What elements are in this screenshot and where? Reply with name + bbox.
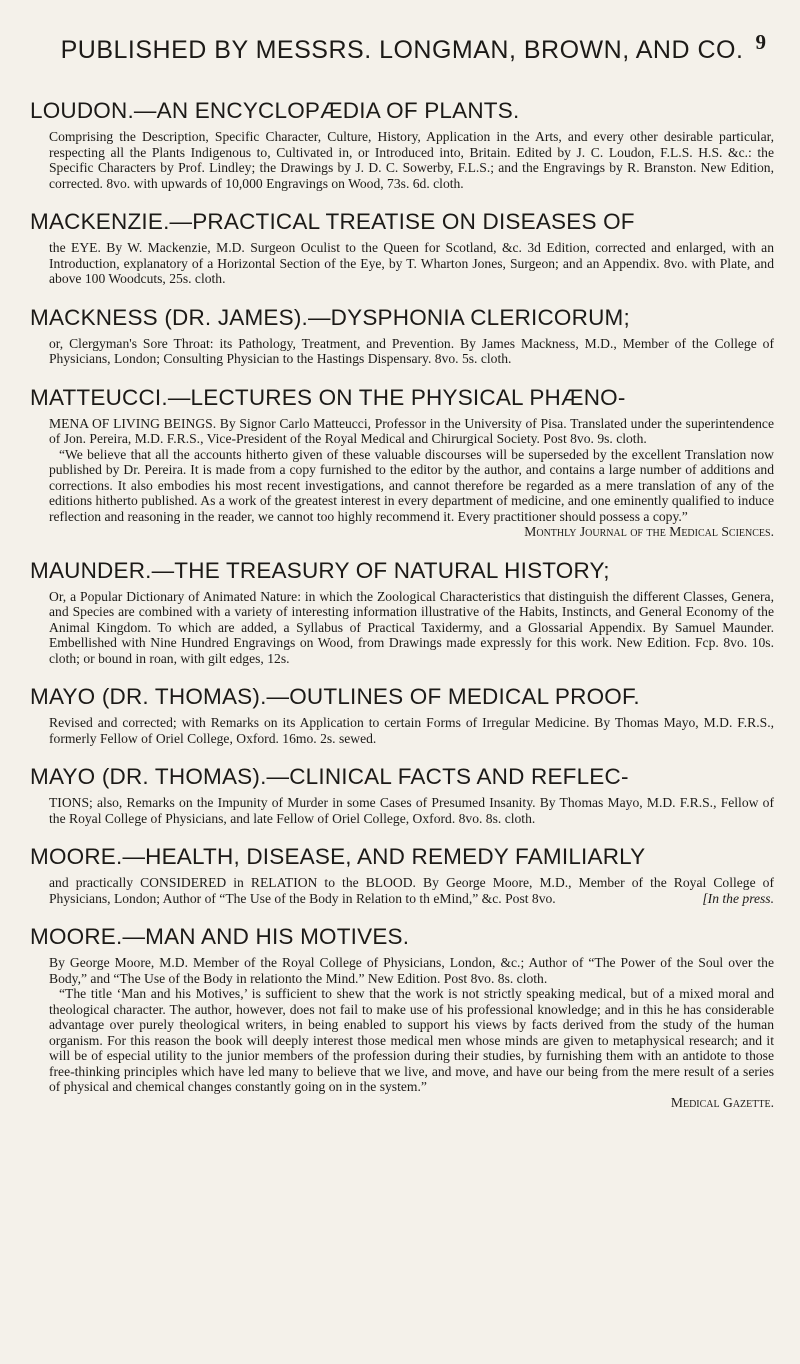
running-head — [30, 30, 774, 80]
catalogue-entry-maunder — [30, 557, 774, 667]
page-number: 9 — [755, 30, 766, 54]
entry-description: Or, a Popular Dictionary of Animated Nature: in which the Zoological Characteristics that distinguish the different Classes, Genera, and Species are combined with a variety of interesting information illustrative of the Habits, Instincts, and General Economy of the Animal Kingdom. To which are added, a Syllabus of Practical Taxidermy, and a Glossarial Appendix. By Samuel Maunder. Embellished with Nine Hundred Engravings on Wood, from Drawings made expressly for this work. New Edition. Fcp. 8vo. 10s. cloth; or bound in roan, with gilt edges, 12s. — [49, 588, 774, 666]
review-quote: “The title ‘Man and his Motives,’ is sufficient to shew that the work is not strictly speaking medical, but of a mixed moral and theological character. The author, however, does not fail to make use of his professional knowledge; and in this he has considerable advantage over purely theological writers, in being enabled to support his views by facts derived from the study of the human organism. For this reason the book will deeply interest those medical men whose minds are given to metaphysical research; and it will be of especial utility to the junior members of the profession during their studies, by furnishing them with an antidote to those free-thinking principles which have led many to believe that we live, and move, and have our being from the mere result of a series of physical and chemical changes constantly going on in the system.” — [49, 986, 774, 1094]
entry-heading: MAUNDER.—THE TREASURY OF NATURAL HISTORY; — [30, 557, 610, 583]
review-quote: “We believe that all the accounts hitherto given of these valuable discourses will be superseded by the excellent Translation now published by Dr. Pereira. It is made from a copy furnished to the editor by the author, and contains a large number of additions and corrections. It also embodies his most recent investigations, and cannot therefore be regarded as a mere translation of any of the editions hitherto published. As a work of the greatest interest in every department of medicine, and one eminently qualified to induce reflection and reasoning in the reader, we cannot too highly recommend it. Every practitioner should possess a copy.” — [49, 446, 774, 524]
catalogue-entry-mayo-clinical-facts — [30, 763, 774, 826]
catalogue-entry-mackness — [30, 304, 774, 367]
catalogue-entry-loudon — [30, 97, 774, 191]
catalogue-entry-moore-motives — [30, 923, 774, 1110]
entry-heading: LOUDON.—AN ENCYCLOPÆDIA OF PLANTS. — [30, 98, 520, 123]
entry-description: the EYE. By W. Mackenzie, M.D. Surgeon Oculist to the Queen for Scotland, &c. 3d Edition, corrected and enlarged, with an Introduction, explanatory of a Horizontal Section of the Eye, by T. Wharton Jones, Surgeon; and an Appendix. 8vo. with Plate, and above 100 Woodcuts, 25s. cloth. — [49, 240, 774, 286]
entry-heading: MOORE.—MAN AND HIS MOTIVES. — [30, 924, 410, 949]
entry-heading: MATTEUCCI.—LECTURES ON THE PHYSICAL PHÆNO- — [30, 384, 626, 410]
entry-description: TIONS; also, Remarks on the Impunity of Murder in some Cases of Presumed Insanity. By Thomas Mayo, M.D. F.R.S., Fellow of the Royal College of Physicians, and late Fellow of Oriel College, Oxford. 8vo. 8s. cloth. — [49, 795, 774, 826]
entry-description-text: and practically CONSIDERED in RELATION to the BLOOD. By George Moore, M.D., Member of the Royal College of Physicians, London; Author of “The Use of the Body in Relation to th eMind,” &c. Post 8vo. — [49, 875, 774, 906]
catalogue-entry-mackenzie — [30, 208, 774, 287]
catalogue-entry-mayo-medical-proof — [30, 683, 774, 746]
review-attribution: Monthly Journal of the Medical Sciences. — [524, 524, 774, 539]
review-attribution: Medical Gazette. — [670, 1094, 774, 1110]
entry-description: MENA OF LIVING BEINGS. By Signor Carlo Matteucci, Professor in the University of Pisa. Translated under the superintendence of Jon. Pereira, M.D. F.R.S., Vice-President of the Royal Medical and Chirurgical Society. Post 8vo. 9s. cloth. — [49, 415, 774, 446]
entry-heading: MACKNESS (DR. JAMES).—DYSPHONIA CLERICORUM; — [30, 304, 630, 330]
publication-status-note: [In the press. — [702, 890, 774, 906]
entry-heading: MAYO (DR. THOMAS).—OUTLINES OF MEDICAL PROOF. — [30, 684, 640, 709]
entry-heading: MOORE.—HEALTH, DISEASE, AND REMEDY FAMILIARLY — [30, 844, 646, 869]
catalogue-entry-matteucci — [30, 384, 774, 540]
entry-heading: MACKENZIE.—PRACTICAL TREATISE ON DISEASES OF — [30, 209, 635, 234]
entry-description: or, Clergyman's Sore Throat: its Pathology, Treatment, and Prevention. By James Mackness, M.D., Member of the College of Physicians, London; Consulting Physician to the Hastings Dispensary. 8vo. 5s. cloth. — [49, 335, 774, 366]
entry-description: Comprising the Description, Specific Character, Culture, History, Application in the Arts, and every other desirable particular, respecting all the Plants Indigenous to, Cultivated in, or Introduced into, Britain. Edited by J. C. Loudon, F.L.S. H.S. &c.: the Specific Characters by Prof. Lindley; the Drawings by J. D. C. Sowerby, F.L.S.; and the Engravings by R. Branston. New Edition, corrected. 8vo. with upwards of 10,000 Engravings on Wood, 73s. 6d. cloth. — [49, 129, 774, 191]
entry-description: By George Moore, M.D. Member of the Royal College of Physicians, London, &c.; Author of “The Power of the Soul over the Body,” and “The Use of the Body in relationto the Mind.” New Edition. Post 8vo. 8s. cloth. — [49, 955, 774, 986]
entry-heading: MAYO (DR. THOMAS).—CLINICAL FACTS AND REFLEC- — [30, 764, 629, 789]
running-head-title: PUBLISHED BY MESSRS. LONGMAN, BROWN, AND CO. — [60, 36, 744, 64]
entry-description — [30, 875, 774, 906]
entry-description: Revised and corrected; with Remarks on its Application to certain Forms of Irregular Medicine. By Thomas Mayo, M.D. F.R.S., formerly Fellow of Oriel College, Oxford. 16mo. 2s. sewed. — [49, 715, 774, 746]
catalogue-entry-moore-health — [30, 843, 774, 906]
